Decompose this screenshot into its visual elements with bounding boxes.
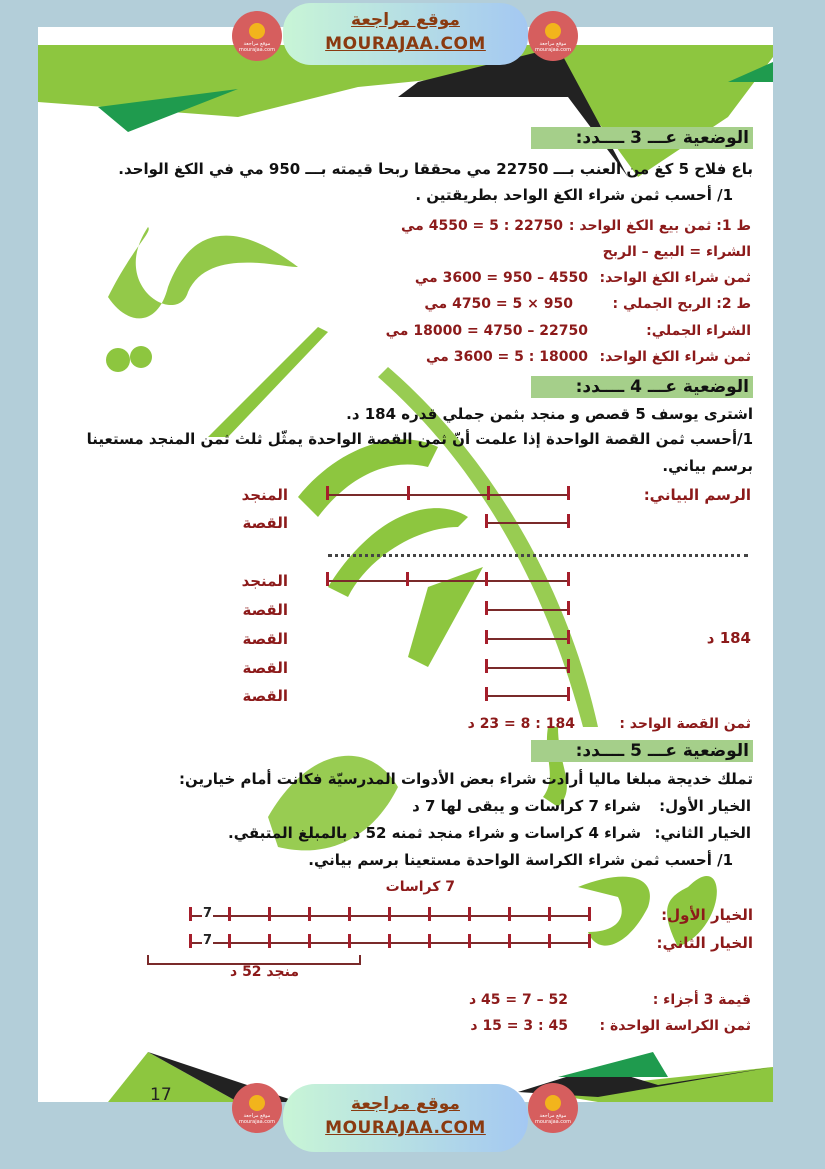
s5-line1-value: 52 – 7 = 45 د [468,992,568,1008]
situation4-title: الوضعية عـــ 4 ــــدد: [531,376,753,398]
situation5-statement: تملك خديجة مبلغا ماليا أرادت شراء بعض الأدوات المدرسيّة فكانت أمام خيارين: [178,770,753,788]
total-label: 184 د [706,629,751,647]
diagram1-row-label: القصة [242,514,288,532]
diagram1-row-label: المنجد [241,486,288,504]
book-icon [545,23,561,39]
logo-caption: موقع مراجعة mourajaa.com [238,1113,275,1125]
s3-line5-label: الشراء الجملي: [646,323,751,339]
diagram1-label: الرسم البياني: [643,486,751,504]
situation5-question: 1/ أحسب ثمن شراء الكراسة الواحدة مستعينا برسم بياني. [308,851,733,869]
situation4-question-line2: برسم بياني. [662,457,753,475]
logo-caption: موقع مراجعة mourajaa.com [534,1113,571,1125]
situation3-title: الوضعية عـــ 3 ــــدد: [531,127,753,149]
s3-line2-label: الشراء = البيع – الربح [602,244,751,260]
site-name-arabic[interactable]: موقع مراجعة [351,1094,460,1114]
diagram2-row-label: القصة [242,659,288,677]
diagram2-row-label: القصة [242,630,288,648]
situation3-statement: باع فلاح 5 كغ من العنب بـــ 22750 مي محققا ربحا قيمته بـــ 950 مي في الكغ الواحد. [118,160,753,178]
s5-line2-value: 45 : 3 = 15 د [470,1018,568,1034]
s3-line3-value: 4550 – 950 = 3600 مي [414,270,588,286]
worksheet-page [38,27,773,1102]
s5-line1-label: قيمة 3 أجزاء : [652,992,751,1008]
dotted-separator [328,554,748,557]
diagram2-row-label: القصة [242,687,288,705]
segment-value-2: 7 [203,933,213,948]
s3-line6-label: ثمن شراء الكغ الواحد: [599,349,751,365]
page-number: 17 [150,1085,172,1102]
situation4-statement: اشترى يوسف 5 قصص و منجد بثمن جملي قدره 184 د. [346,405,753,423]
logo-badge-right[interactable] [528,11,578,61]
option1-text: شراء 7 كراسات و يبقى لها 7 د [412,797,641,815]
site-name-latin[interactable]: MOURAJAA.COM [325,34,486,54]
diagram3-caption: 7 كراسات [385,879,455,895]
s3-line4-label: ط 2: الربح الجملي : [612,296,751,312]
s3-line3-label: ثمن شراء الكغ الواحد: [599,270,751,286]
option1-label: الخيار الأول: [659,797,751,815]
option2-text: شراء 4 كراسات و شراء منجد ثمنه 52 د بالمبلغ المتبقي. [228,824,641,842]
book-icon [249,23,265,39]
s3-line1-label: ط 1: ثمن بيع الكغ الواحد : [568,218,751,234]
s5-line2-label: ثمن الكراسة الواحدة : [599,1018,751,1034]
logo-caption: موقع مراجعة mourajaa.com [534,41,571,53]
s4-result-label: ثمن القصة الواحد : [619,716,751,732]
s3-line5-value: 22750 – 4750 = 18000 مي [385,323,588,339]
site-name-latin[interactable]: MOURAJAA.COM [325,1118,486,1138]
situation4-question-line1: 1/أحسب ثمن القصة الواحدة إذا علمت أنّ ثمن القصة الواحدة يمثّل ثلث ثمن المنجد مستعينا [86,430,753,448]
s3-line4-value: 950 × 5 = 4750 مي [424,296,573,312]
diagram2-row-label: المنجد [241,572,288,590]
book-icon [249,1095,265,1111]
site-badge-top[interactable] [283,3,528,65]
situation5-title: الوضعية عـــ 5 ــــدد: [531,740,753,762]
diagram2-row-label: القصة [242,601,288,619]
diagram3-row-label: الخيار الثاني: [656,934,753,952]
diagram3-row-label: الخيار الأول: [661,906,753,924]
logo-badge-left[interactable] [232,11,282,61]
s3-line1-value: 22750 : 5 = 4550 مي [401,218,563,234]
site-badge-bottom[interactable] [283,1084,528,1152]
segment-value-1: 7 [203,906,213,921]
brace-label: منجد 52 د [230,964,299,980]
logo-badge-left-bottom[interactable] [232,1083,282,1133]
s3-line6-value: 18000 : 5 = 3600 مي [426,349,588,365]
option2-label: الخيار الثاني: [654,824,751,842]
logo-badge-right-bottom[interactable] [528,1083,578,1133]
site-name-arabic[interactable]: موقع مراجعة [351,10,460,30]
situation3-question: 1/ أحسب ثمن شراء الكغ الواحد بطريقتين . [415,186,733,204]
s4-result-value: 184 : 8 = 23 د [467,716,575,732]
logo-caption: موقع مراجعة mourajaa.com [238,41,275,53]
book-icon [545,1095,561,1111]
